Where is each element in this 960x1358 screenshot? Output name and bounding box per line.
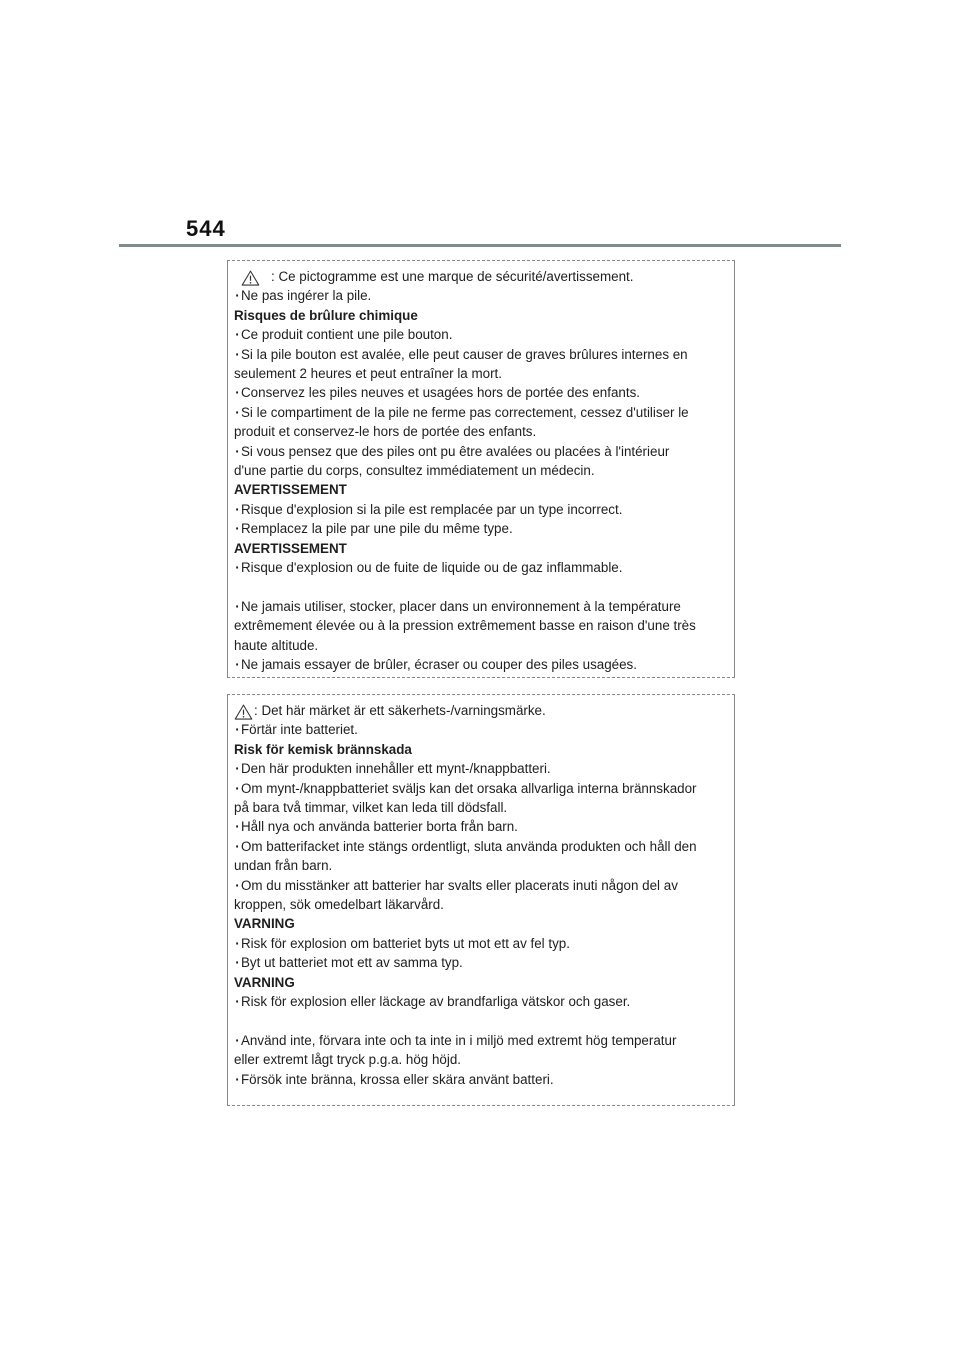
swedish-warning-box: [227, 694, 735, 1106]
bullet-item: · Si la pile bouton est avalée, elle peut causer de graves brûlures internes en: [234, 345, 734, 364]
bullet-item: · Ne jamais essayer de brûler, écraser ou couper des piles usagées.: [234, 655, 734, 674]
bullet-item: · Ne pas ingérer la pile.: [234, 286, 734, 305]
warning-triangle-icon: [234, 704, 253, 720]
bullet-item: · Om batterifacket inte stängs ordentligt, sluta använda produkten och håll den: [234, 837, 734, 856]
swedish-intro-line: [234, 701, 734, 720]
swedish-intro-text: : Det här märket är ett säkerhets-/varningsmärke.: [254, 703, 546, 718]
section-heading: Risques de brûlure chimique: [234, 307, 418, 323]
bullet-item: · Si vous pensez que des piles ont pu être avalées ou placées à l'intérieur: [234, 442, 734, 461]
bullet-item: · Risk för explosion om batteriet byts ut mot ett av fel typ.: [234, 934, 734, 953]
spacer: [234, 578, 734, 597]
continuation-line: eller extremt lågt tryck p.g.a. hög höjd.: [234, 1052, 462, 1068]
bullet-item: · Risk för explosion eller läckage av brandfarliga vätskor och gaser.: [234, 992, 734, 1011]
continuation-line: seulement 2 heures et peut entraîner la mort.: [234, 366, 502, 382]
continuation-line: undan från barn.: [234, 858, 333, 874]
bullet-item: · Förtär inte batteriet.: [234, 720, 734, 739]
bullet-item: · Byt ut batteriet mot ett av samma typ.: [234, 953, 734, 972]
continuation-line: d'une partie du corps, consultez immédiatement un médecin.: [234, 463, 595, 479]
bullet-item: · Si le compartiment de la pile ne ferme pas correctement, cessez d'utiliser le: [234, 403, 734, 422]
continuation-line: haute altitude.: [234, 637, 319, 653]
swedish-lines: [234, 720, 734, 1089]
section-heading: AVERTISSEMENT: [234, 540, 347, 556]
continuation-line: kroppen, sök omedelbart läkarvård.: [234, 897, 444, 913]
bullet-item: · Risque d'explosion si la pile est remplacée par un type incorrect.: [234, 500, 734, 519]
french-lines: [234, 286, 734, 674]
bullet-item: · Försök inte bränna, krossa eller skära använt batteri.: [234, 1070, 734, 1089]
bullet-item: · Risque d'explosion ou de fuite de liquide ou de gaz inflammable.: [234, 558, 734, 577]
french-warning-box: [227, 260, 735, 678]
bullet-item: · Om du misstänker att batterier har svalts eller placerats inuti någon del av: [234, 876, 734, 895]
bullet-item: · Använd inte, förvara inte och ta inte in i miljö med extremt hög temperatur: [234, 1031, 734, 1050]
section-heading: VARNING: [234, 974, 295, 990]
continuation-line: produit et conservez-le hors de portée des enfants.: [234, 424, 537, 440]
bullet-item: · Ce produit contient une pile bouton.: [234, 325, 734, 344]
french-intro-line: [234, 267, 734, 286]
warning-triangle-icon: [241, 270, 260, 286]
page-number: 544: [186, 216, 226, 241]
bullet-item: · Om mynt-/knappbatteriet sväljs kan det orsaka allvarliga interna brännskador: [234, 779, 734, 798]
continuation-line: på bara två timmar, vilket kan leda till dödsfall.: [234, 800, 508, 816]
section-heading: AVERTISSEMENT: [234, 482, 347, 498]
section-heading: VARNING: [234, 916, 295, 932]
continuation-line: extrêmement élevée ou à la pression extrêmement basse en raison d'une très: [234, 618, 696, 634]
bullet-item: · Håll nya och använda batterier borta från barn.: [234, 817, 734, 836]
section-heading: Risk för kemisk brännskada: [234, 741, 412, 757]
bullet-item: · Den här produkten innehåller ett mynt-/knappbatteri.: [234, 759, 734, 778]
french-intro-text: : Ce pictogramme est une marque de sécurité/avertissement.: [271, 269, 634, 284]
spacer: [234, 1012, 734, 1031]
bullet-item: · Conservez les piles neuves et usagées hors de portée des enfants.: [234, 383, 734, 402]
bullet-item: · Ne jamais utiliser, stocker, placer dans un environnement à la température: [234, 597, 734, 616]
header-rule: [119, 244, 841, 247]
bullet-item: · Remplacez la pile par une pile du même type.: [234, 519, 734, 538]
